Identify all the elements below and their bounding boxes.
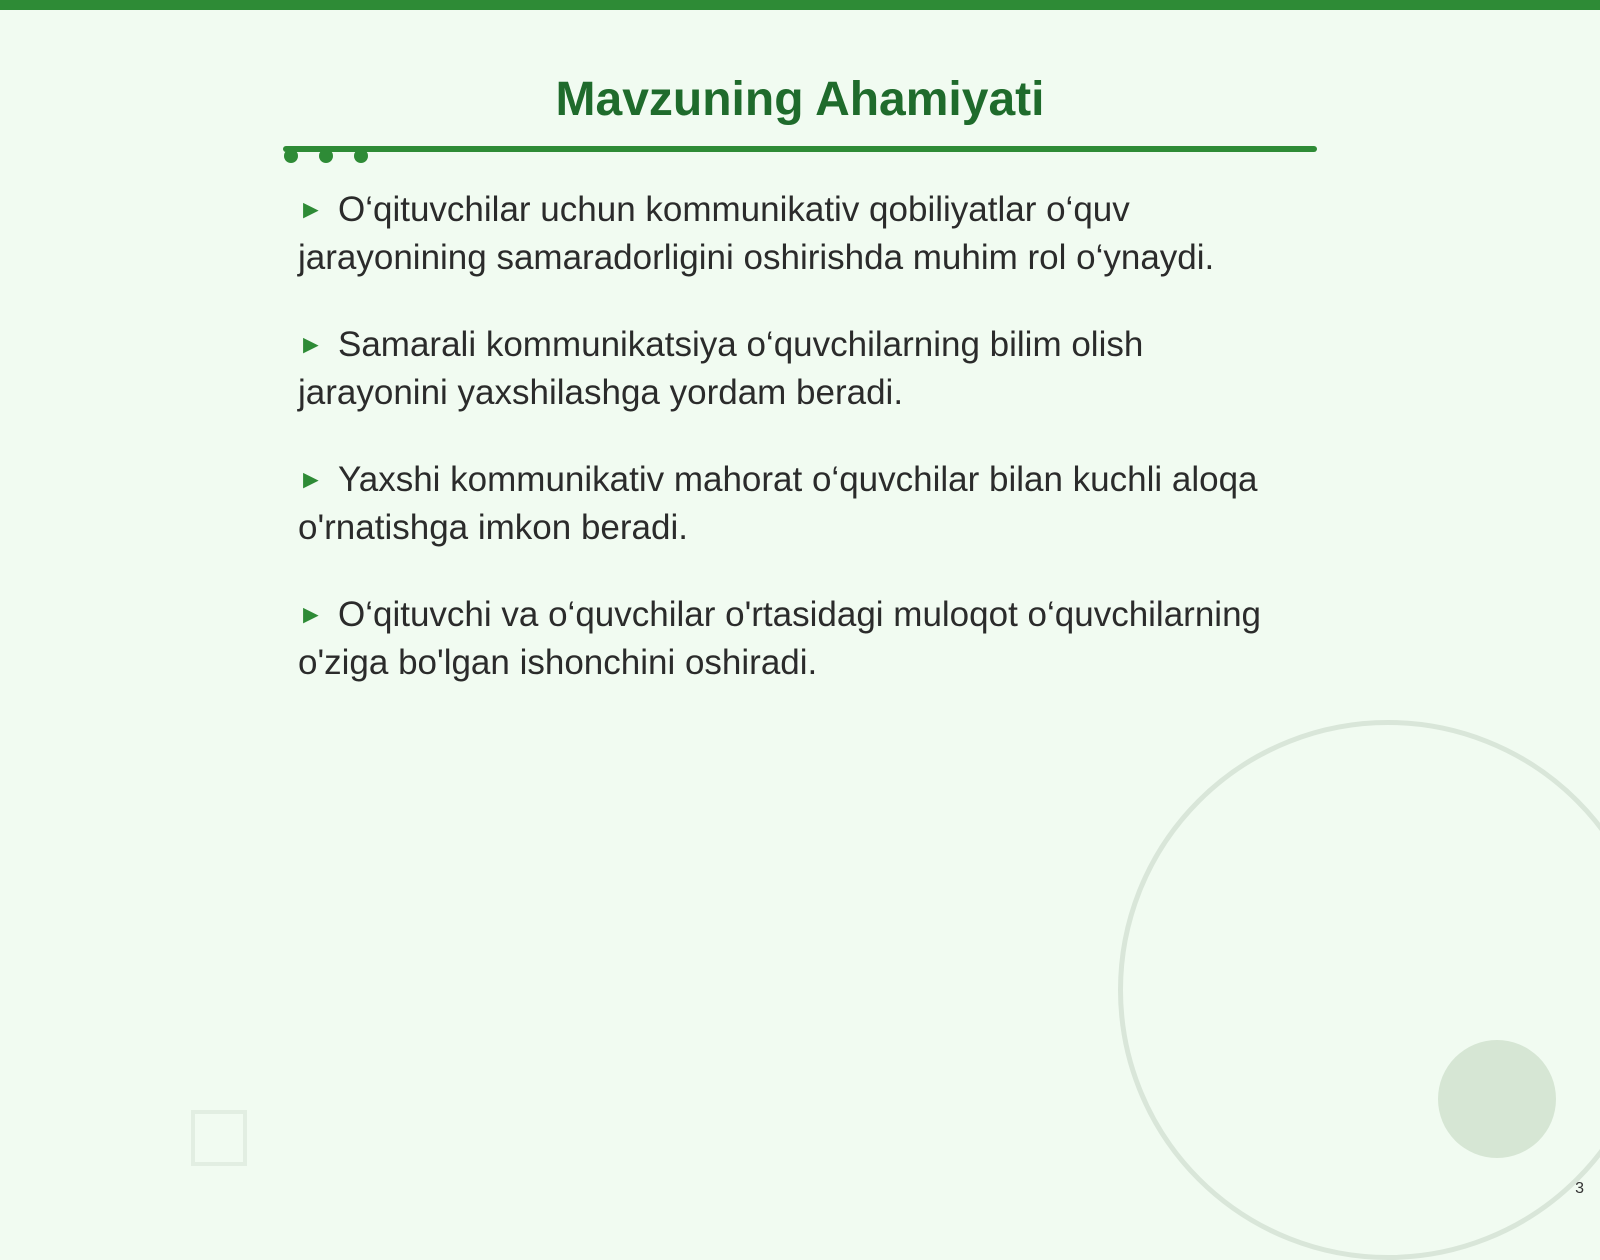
bullet-list	[298, 185, 1298, 725]
bullet-item	[298, 590, 1298, 687]
decor-ring	[1118, 720, 1600, 1260]
triangle-bullet-icon: ►	[298, 464, 324, 494]
decor-square	[191, 1110, 247, 1166]
page-number: 3	[1575, 1180, 1584, 1197]
bullet-text: O‘qituvchilar uchun kommunikativ qobiliyatlar o‘quv jarayonining samaradorligini oshirishda muhim rol o‘ynaydi.	[298, 190, 1215, 277]
bullet-item	[298, 455, 1298, 552]
triangle-bullet-icon: ►	[298, 329, 324, 359]
triangle-bullet-icon: ►	[298, 194, 324, 224]
bullet-text: Samarali kommunikatsiya o‘quvchilarning bilim olish jarayonini yaxshilashga yordam beradi.	[298, 325, 1144, 412]
bullet-item	[298, 320, 1298, 417]
bullet-text: Yaxshi kommunikativ mahorat o‘quvchilar bilan kuchli aloqa o'rnatishga imkon beradi.	[298, 460, 1258, 547]
slide-title: Mavzuning Ahamiyati	[555, 73, 1045, 126]
decor-dot	[284, 149, 298, 163]
decor-disc	[1438, 1040, 1556, 1158]
title-underline	[283, 146, 1317, 152]
decor-dot	[354, 149, 368, 163]
bullet-item	[298, 185, 1298, 282]
triangle-bullet-icon: ►	[298, 599, 324, 629]
bullet-text: O‘qituvchi va o‘quvchilar o'rtasidagi muloqot o‘quvchilarning o'ziga bo'lgan ishonchini oshiradi.	[298, 595, 1262, 682]
decor-dot	[319, 149, 333, 163]
top-accent-bar	[0, 0, 1600, 10]
